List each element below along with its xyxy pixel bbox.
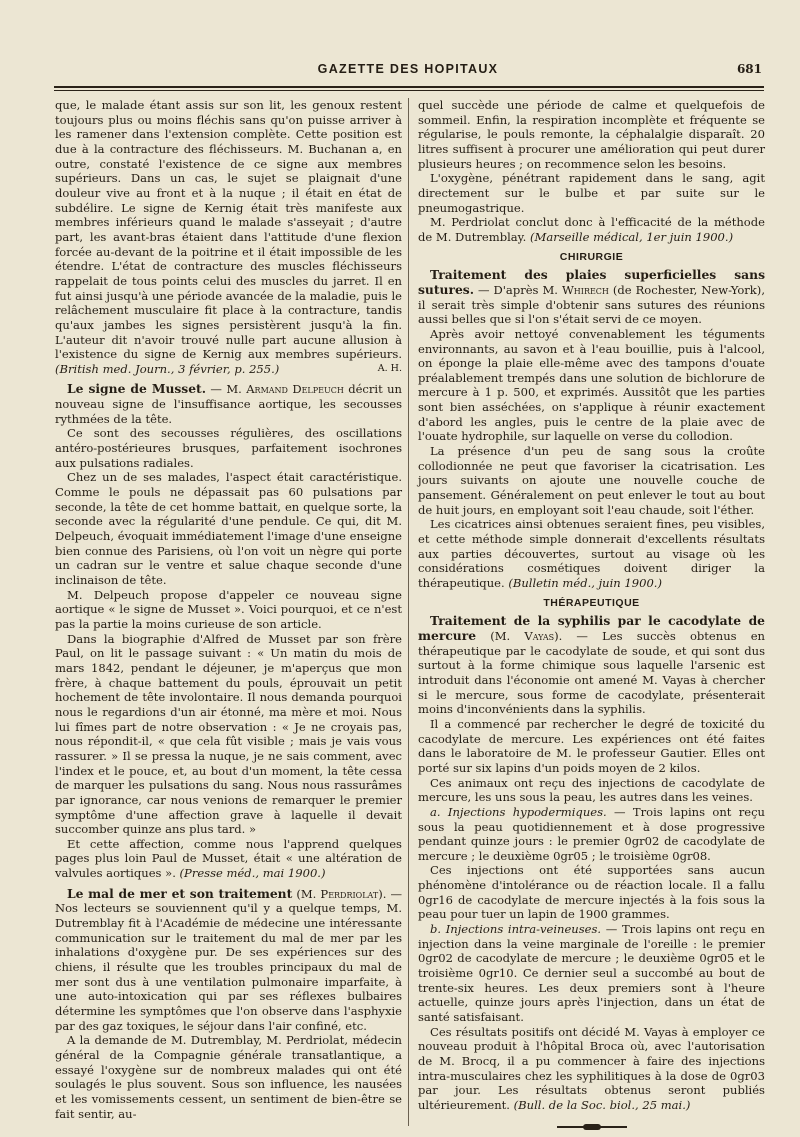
musset-paragraph-3: Chez un de ses malades, l'aspect était caractéristique. Comme le pouls ne dépassait pas 60 pulsations par seconde, la tête de cet homme battait, en quelque sorte, la seconde avec la régularité d'une pendule. Ce qui, dit M. Delpeuch, évoquait immédiatement l'image d'une enseigne bien connue des Parisiens, où l'on voit un nègre qui porte un cadran sur le ventre et salue chaque seconde d'une inclinaison de tête. [55, 470, 402, 587]
kernig-text: que, le malade étant assis sur son lit, les genoux restent toujours plus ou moins fléchis sans qu'on puisse arriver à les ramener dans l'extension complète. Cette position est due à la contracture des fléchisseurs. M. Buchanan a, en outre, constaté l'existence de ce signe aux membres supérieurs. Dans un cas, le sujet se plaignait d'une douleur vive au front et à la nuque ; il était en état de subdélire. Le signe de Kernig était très manifeste aux membres inférieurs quand le malade s'asseyait ; d'autre part, les avant-bras étaient dans l'attitude d'une flexion forcée au-devant de la poitrine et il était impossible de les étendre. L'état de contracture des muscles fléchisseurs rappelait de tous points celui des muscles du jarret. Il en fut ainsi jusqu'à une période avancée de la maladie, puis le relâchement musculaire fit place à la contracture, tandis qu'aux jambes les signes persistèrent jusqu'à la fin. L'auteur dit n'avoir trouvé nulle part aucune allusion à l'existence du signe de Kernig aux membres supérieurs. [55, 98, 402, 362]
kernig-reference: (British med. Journ., 3 février, p. 255.) [55, 361, 280, 376]
syph-reference: (Bull. de la Soc. biol., 25 mai.) [513, 1097, 691, 1112]
plaies-paragraph-2: Après avoir nettoyé convenablement les téguments environnants, au savon et à l'eau bouillie, puis à l'alcool, on éponge la plaie elle-même avec des tampons d'ouate préalablement trempés dans une solution de bichlorure de mercure à 1 p. 500, et exprimés. Aussitôt que les parties sont bien asséchées, on s'applique à réunir exactement d'abord les angles, puis le centre de la plaie avec de l'ouate hydrophile, sur laquelle on verse du collodion. [418, 326, 765, 444]
syph-b-label: b. Injections intra-veineuses. [430, 922, 602, 937]
mer-heading: Le mal de mer et son traitement [67, 885, 293, 901]
kernig-paragraph [55, 98, 402, 376]
musset-text-6: Et cette affection, comme nous l'apprend quelques pages plus loin Paul de Musset, était « une altération de valvules aortiques ». [55, 836, 402, 881]
kernig-signature: A. H. [377, 362, 402, 374]
mer-lead: — Nos lecteurs se souviennent qu'il y a quelque temps, M. Dutremblay fit à l'Académie de médecine une intéressante communication sur le traitement du mal de mer par les inhalations d'oxygène pur. De ses expériences sur des chiens, il résulte que les troubles principaux du mal de mer sont dus à une ventilation pulmonaire imparfaite, à une auto-intoxication qui par ses réflexes bulbaires détermine les symptômes que l'on observe dans l'asphyxie par des gaz toxiques, le séjour dans l'air confiné, etc. [55, 886, 403, 1033]
mer-conclusion: M. Perdriolat conclut donc à l'efficacité de la méthode de M. Dutremblay. [418, 215, 765, 244]
musset-paragraph-6 [55, 837, 402, 881]
plaies-heading: Traitement des plaies superficielles sans sutures. [418, 267, 765, 297]
page-header [54, 62, 762, 84]
plaies-paragraph-1 [418, 268, 765, 327]
syph-lead: — Les succès obtenus en thérapeutique par le cacodylate de soude, et qui sont dus surtout à la forme chimique sous laquelle l'arsenic est introduit dans l'économie ont amené M. Vayas à chercher si le mercure, sous forme de cacodylate, présenterait moins d'inconvénients dans la syphilis. [418, 628, 765, 717]
musset-lead-2: décrit un nouveau signe de l'insuffisance aortique, les secousses rythmées de la tête. [55, 382, 402, 426]
syph-a-label: a. Injections hypodermiques. [430, 804, 607, 819]
section-therapeutique: THÉRAPEUTIQUE [543, 596, 640, 609]
musset-heading: Le signe de Musset. [67, 381, 207, 397]
plaies-author: Whirech [561, 282, 609, 297]
mer-continued-3 [418, 215, 765, 244]
syph-paragraph-a [418, 805, 765, 864]
left-column [55, 98, 402, 1121]
plaies-lead: — D'après M. [474, 282, 562, 297]
musset-reference: (Presse méd., mai 1900.) [179, 866, 326, 881]
syph-paragraph-4: Ces injections ont été supportées sans aucun phénomène d'intolérance ou de réaction locale. Il a fallu 0gr16 de cacodylate de mercure injectés à la fois sous la peau pour tuer un lapin de 1900 grammes. [418, 863, 765, 922]
syph-text-5: Ces résultats positifs ont décidé M. Vayas à employer ce nouveau produit à l'hôpital Broca où, avec l'autorisation de M. Brocq, il a pu commencer à faire des injections intra-musculaires chez les syphilitiques à la dose de 0gr03 par jour. Les résultats obtenus seront publiés ultérieurement. [418, 1024, 765, 1112]
syph-paragraph-1 [418, 614, 765, 717]
plaies-lead-2: (de Rochester, New-York), il serait très simple d'obtenir sans sutures des réunions aussi belles que si l'on s'était servi de ce moyen. [418, 282, 765, 327]
mer-paragraph-2: A la demande de M. Dutremblay, M. Perdriolat, médecin général de la Compagnie générale transatlantique, a essayé l'oxygène sur de nombreux malades qui ont été soulagés le plus souvent. Sous son influence, les nausées et les vomissements cessent, un sentiment de bien-être se fait sentir, au- [55, 1033, 402, 1121]
musset-author: Armand Delpeuch [246, 382, 344, 397]
end-ornament [557, 1125, 627, 1129]
mer-continued-2: L'oxygène, pénétrant rapidement dans le sang, agit directement sur le bulbe et par suite sur le pneumogastrique. [418, 171, 765, 215]
mer-author: (M. Perdriolat). [296, 886, 387, 901]
section-chirurgie: CHIRURGIE [559, 250, 624, 263]
header-rule [54, 86, 764, 88]
syph-paragraph-5 [418, 1025, 765, 1113]
syph-author: (M. Vayas). [490, 628, 563, 643]
musset-paragraph-1 [55, 382, 402, 426]
mer-continued-1: quel succède une période de calme et quelquefois de sommeil. Enfin, la respiration incomplète et fréquente se régularise, le pouls remonte, la céphalalgie disparaît. 20 litres suffisent à procurer une amélioration qui peut durer plusieurs heures ; on recommence selon les besoins. [418, 98, 765, 171]
syph-heading: Traitement de la syphilis par le cacodylate de mercure [418, 613, 765, 643]
plaies-text-4: Les cicatrices ainsi obtenues seraient fines, peu visibles, et cette méthode simple donnerait d'excellents résultats aux parties découvertes, surtout au visage où les considérations cosmétiques doivent diriger la thérapeutique. [418, 517, 765, 590]
right-column [418, 98, 765, 1129]
musset-paragraph-2: Ce sont des secousses régulières, des oscillations antéro-postérieures brusques, parfaitement isochrones aux pulsations radiales. [55, 426, 402, 470]
musset-lead: — M. [206, 382, 247, 397]
plaies-paragraph-4 [418, 517, 765, 590]
syph-paragraph-2: Il a commencé par rechercher le degré de toxicité du cacodylate de mercure. Les expériences ont été faites dans le laboratoire de M. le professeur Gautier. Elles ont porté sur six lapins d'un poids moyen de 2 kilos. [418, 716, 765, 775]
syph-paragraph-3: Ces animaux ont reçu des injections de cacodylate de mercure, les uns sous la peau, les autres dans les veines. [418, 775, 765, 805]
syph-b-text: — Trois lapins ont reçu en injection dans la veine marginale de l'oreille : le premier 0gr02 de cacodylate de mercure ; le deuxième 0gr05 et le troisième 0gr10. Ce dernier seul a succombé au bout de trente-six heures. Les deux premiers sont à l'heure actuelle, quinze jours après l'injection, dans un état de santé satisfaisant. [418, 922, 765, 1025]
mer-paragraph-1 [55, 887, 402, 1034]
musset-paragraph-4: M. Delpeuch propose d'appeler ce nouveau signe aortique « le signe de Musset ». Voici pourquoi, et ce n'est pas la partie la moins curieuse de son article. [55, 587, 402, 631]
header-rule-thin [54, 90, 764, 91]
syph-paragraph-b [418, 922, 765, 1025]
syph-a-text: — Trois lapins ont reçu sous la peau quotidiennement et à dose progressive pendant quinze jours : le premier 0gr02 de cacodylate de mercure ; le deuxième 0gr05 ; le troisième 0gr08. [418, 804, 765, 863]
column-divider [408, 98, 409, 1126]
musset-paragraph-5: Dans la biographie d'Alfred de Musset par son frère Paul, on lit le passage suivant : « Un matin du mois de mars 1842, pendant le déjeuner, je m'aperçus que mon frère, à chaque battement du pouls, éprouvait un petit hochement de tête involontaire. Il nous demanda pourquoi nous le regardions d'un air étonné, ma mère et moi. Nous lui fîmes part de notre observation : « Je ne croyais pas, nous répondit-il, « que cela fût visible ; mais je vais vous rassurer. » Il se pressa la nuque, je ne sais comment, avec l'index et le pouce, et, au bout d'un moment, la tête cessa de marquer les pulsations du sang. Nous nous rassurâmes par ignorance, car nous venions de remarquer le premier symptôme d'une affection grave à laquelle il devait succomber quinze ans plus tard. » [55, 631, 402, 837]
plaies-paragraph-3: La présence d'un peu de sang sous la croûte collodionnée ne peut que favoriser la cicatrisation. Les jours suivants on ajoute une nouvelle couche de pansement. Généralement on peut enlever le tout au bout de huit jours, en employant soit l'eau chaude, soit l'éther. [418, 444, 765, 517]
journal-title: GAZETTE DES HOPITAUX [317, 62, 499, 76]
page-number: 681 [736, 62, 762, 76]
plaies-reference: (Bulletin méd., juin 1900.) [508, 576, 662, 590]
mer-reference: (Marseille médical, 1er juin 1900.) [530, 229, 734, 244]
